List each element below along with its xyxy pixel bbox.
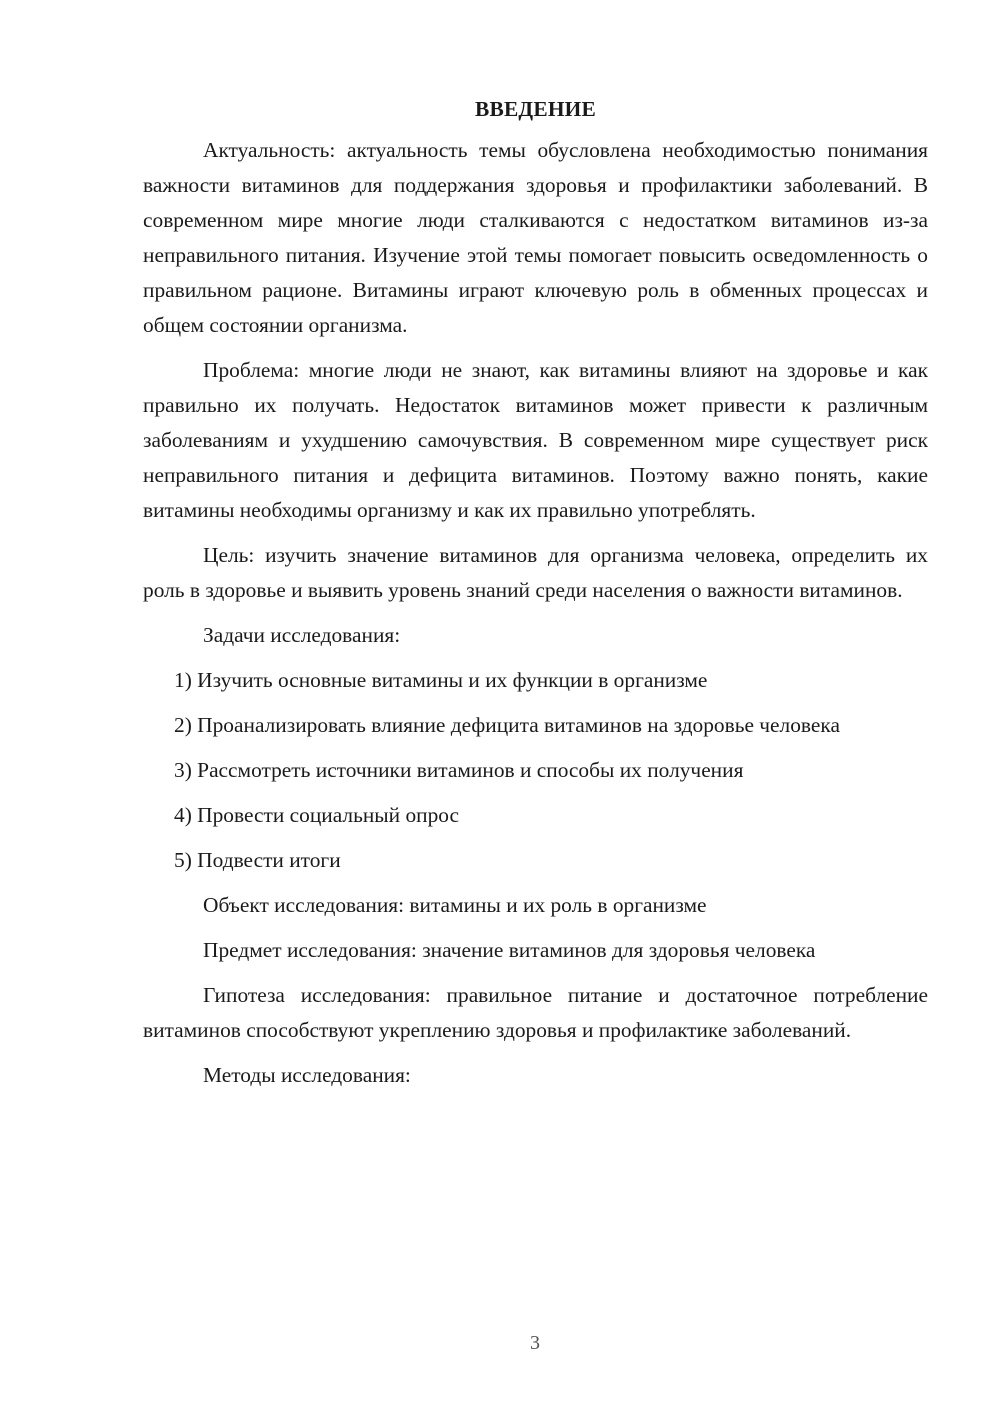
paragraph-object: Объект исследования: витамины и их роль в организме [203, 893, 707, 917]
paragraph-relevance: Актуальность: актуальность темы обусловлена необходимостью понимания важности витаминов для поддержания здоровья и профилактики заболеваний. В современном мире многие люди сталкиваются с недостатком витаминов из-за неправильного питания. Изучение этой темы помогает повысить осведомленность о правильном рационе. Витамины играют ключевую роль в обменных процессах и общем состоянии организма. [143, 138, 928, 337]
paragraph-problem: Проблема: многие люди не знают, как витамины влияют на здоровье и как правильно их получать. Недостаток витаминов может привести к различным заболеваниям и ухудшению самочувствия. В современном мире существует риск неправильного питания и дефицита витаминов. Поэтому важно понять, какие витамины необходимы организму и как их правильно употреблять. [143, 358, 928, 522]
task-item: 1) Изучить основные витамины и их функции в организме [174, 668, 708, 692]
document-page [143, 92, 928, 1103]
paragraph-hypothesis: Гипотеза исследования: правильное питание и достаточное потребление витаминов способствуют укреплению здоровья и профилактике заболеваний. [143, 983, 928, 1042]
task-item: 5) Подвести итоги [174, 848, 341, 872]
page-number: 3 [530, 1332, 540, 1354]
paragraph-subject: Предмет исследования: значение витаминов для здоровья человека [203, 938, 816, 962]
task-item: 2) Проанализировать влияние дефицита витаминов на здоровье человека [174, 713, 840, 737]
paragraph-goal: Цель: изучить значение витаминов для организма человека, определить их роль в здоровье и выявить уровень знаний среди населения о важности витаминов. [143, 543, 928, 602]
section-title: ВВЕДЕНИЕ [475, 97, 596, 121]
tasks-heading: Задачи исследования: [203, 623, 401, 647]
task-item: 3) Рассмотреть источники витаминов и способы их получения [174, 758, 744, 782]
methods-heading: Методы исследования: [203, 1063, 411, 1087]
task-item: 4) Провести социальный опрос [174, 803, 460, 827]
